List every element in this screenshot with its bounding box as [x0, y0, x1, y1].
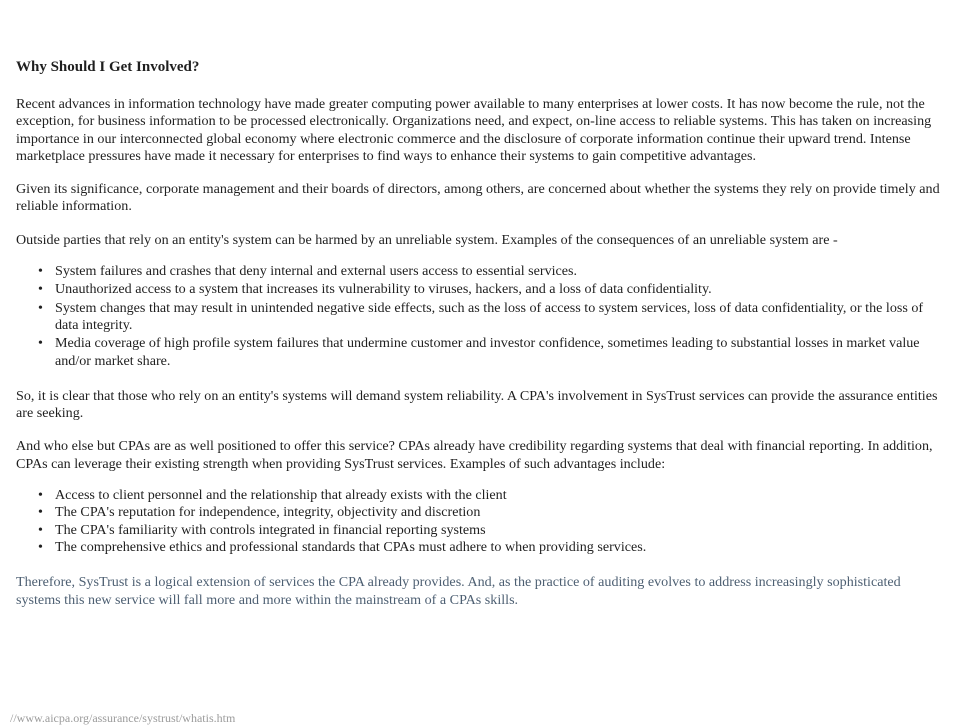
advantages-list	[16, 487, 941, 556]
document-body	[16, 58, 941, 625]
list-item: • The comprehensive ethics and professional standards that CPAs must adhere to when providing services.	[38, 539, 941, 556]
list-item: • System changes that may result in unintended negative side effects, such as the loss of access to system services, loss of data confidentiality, or the loss of data integrity.	[38, 300, 941, 335]
consequences-list	[16, 263, 941, 370]
consequences-paragraph: Outside parties that rely on an entity's system can be harmed by an unreliable system. Examples of the consequences of an unreliable system are -	[16, 231, 838, 248]
list-item: • Access to client personnel and the relationship that already exists with the client	[38, 487, 941, 504]
top-right-mark	[882, 0, 942, 2]
significance-paragraph: Given its significance, corporate management and their boards of directors, among others, are concerned about whether the systems they rely on provide timely and reliable information.	[16, 181, 940, 215]
footer-url: //www.aicpa.org/assurance/systrust/whatis.htm	[10, 711, 236, 725]
list-item: • Media coverage of high profile system failures that undermine customer and investor confidence, sometimes leading to substantial losses in market value and/or market share.	[38, 335, 941, 370]
top-left-mark	[0, 0, 18, 3]
intro-paragraph: Recent advances in information technology have made greater computing power available to many enterprises at lower costs. It has now become the rule, not the exception, for business information to be processed electronically. Organizations need, and expect, on-line access to reliable systems. This has taken on increasing importance in our interconnected global economy where electronic commerce and the disclosure of corporate information continue their upward trend. Intense marketplace pressures have made it necessary for enterprises to find ways to enhance their systems to gain competitive advantages.	[16, 96, 932, 164]
reliability-paragraph: So, it is clear that those who rely on an entity's systems will demand system reliability. A CPA's involvement in SysTrust services can provide the assurance entities are seeking.	[16, 387, 938, 422]
list-item: • The CPA's reputation for independence, integrity, objectivity and discretion	[38, 504, 941, 521]
list-item: • Unauthorized access to a system that increases its vulnerability to viruses, hackers, and a loss of data confidentiality.	[38, 281, 941, 298]
list-item: • The CPA's familiarity with controls integrated in financial reporting systems	[38, 522, 941, 539]
closing-paragraph: Therefore, SysTrust is a logical extension of services the CPA already provides. And, as the practice of auditing evolves to address increasingly sophisticated systems this new service will fall more and more within the mainstream of a CPAs skills.	[16, 574, 901, 608]
page-heading: Why Should I Get Involved?	[16, 59, 200, 75]
advantages-paragraph: And who else but CPAs are as well positioned to offer this service? CPAs already have credibility regarding systems that deal with financial reporting. In addition, CPAs can leverage their existing strength when providing SysTrust services. Examples of such advantages include:	[16, 438, 933, 472]
list-item: • System failures and crashes that deny internal and external users access to essential services.	[38, 263, 941, 280]
